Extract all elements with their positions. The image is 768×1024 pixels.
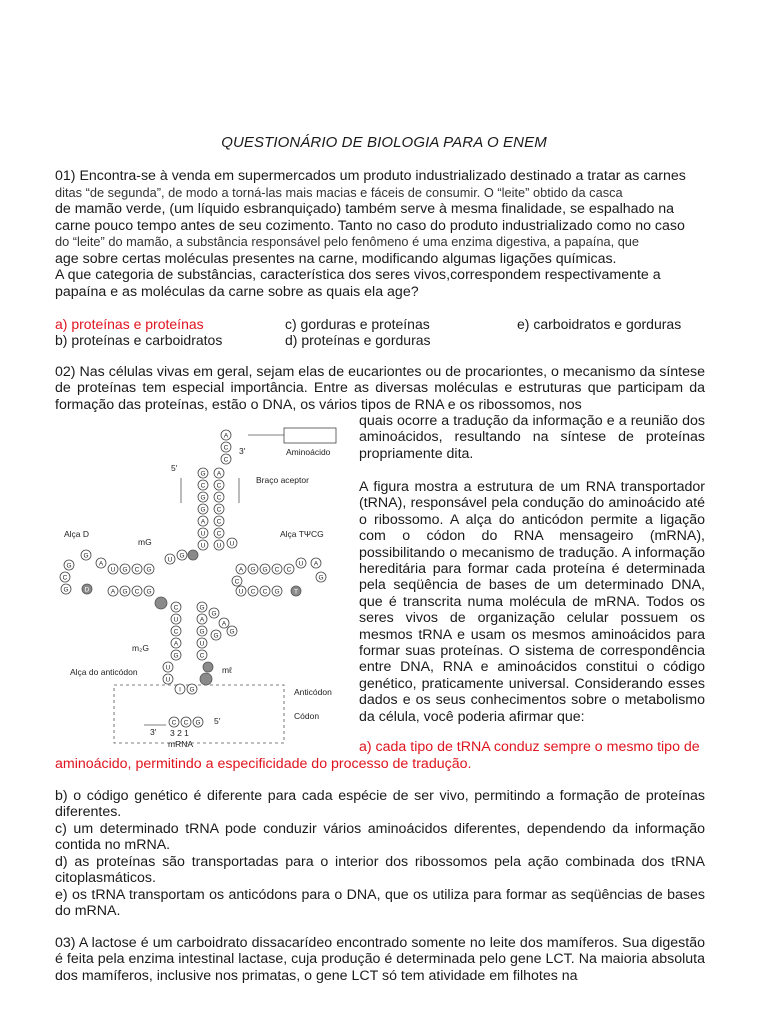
q1-line2: ditas “de segunda”, de modo a torná-las mais macias e fáceis de consumir. O “leite” obtido da casca xyxy=(55,184,623,200)
svg-text:G: G xyxy=(195,719,201,727)
label-mi: mℓ xyxy=(222,665,232,675)
svg-text:C: C xyxy=(286,566,292,574)
svg-text:G: G xyxy=(200,470,206,478)
svg-text:G: G xyxy=(63,586,69,594)
svg-text:C: C xyxy=(173,604,179,612)
svg-text:G: G xyxy=(229,628,235,636)
svg-text:I: I xyxy=(179,686,181,694)
svg-text:G: G xyxy=(318,574,324,582)
label-321: 3 2 1 xyxy=(170,728,189,738)
svg-text:A: A xyxy=(199,616,205,624)
svg-text:U: U xyxy=(110,566,116,574)
svg-text:A: A xyxy=(173,640,179,648)
svg-text:G: G xyxy=(274,588,280,596)
svg-text:A: A xyxy=(216,470,222,478)
svg-text:A: A xyxy=(313,560,319,568)
q2-right-text-1: quais ocorre a tradução da informação e a reunião dos aminoácidos, resultando na síntese de proteínas propriamente dita. xyxy=(359,413,705,462)
svg-text:U: U xyxy=(165,676,171,684)
svg-text:G: G xyxy=(173,652,179,660)
q1-line5: do “leite” do mamão, a substância responsável pelo fenômeno é uma enzima digestiva, a papaína, que xyxy=(55,234,640,249)
svg-text:G: G xyxy=(66,562,72,570)
svg-text:T: T xyxy=(294,588,298,596)
svg-text:G: G xyxy=(83,552,89,560)
svg-text:A: A xyxy=(223,432,229,440)
label-5prime-codon: 5′ xyxy=(214,716,221,726)
svg-text:G: G xyxy=(211,610,217,618)
svg-text:C: C xyxy=(216,518,222,526)
q2-option-a-end: aminoácido, permitindo a especificidade do processo de tradução. xyxy=(55,756,472,772)
q1-option-b: b) proteínas e carboidratos xyxy=(55,332,223,348)
svg-text:G: G xyxy=(199,628,205,636)
svg-text:C: C xyxy=(199,652,205,660)
label-3prime-codon: 3′ xyxy=(150,727,157,737)
label-aminoacido: Aminoácido xyxy=(286,447,331,457)
q1-line3: de mamão verde, (um líquido esbranquiçado) também serve à mesma finalidade, se espalhado na xyxy=(55,201,675,217)
trna-diagram xyxy=(56,423,356,755)
svg-text:C: C xyxy=(216,506,222,514)
label-codon: Códon xyxy=(294,711,320,721)
svg-text:U: U xyxy=(200,530,206,538)
svg-text:C: C xyxy=(134,588,140,596)
svg-text:U: U xyxy=(173,616,179,624)
svg-text:U: U xyxy=(165,664,171,672)
svg-text:C: C xyxy=(216,530,222,538)
q1-line8: papaína e as moléculas da carne sobre as quais ela age? xyxy=(55,283,419,300)
svg-text:A: A xyxy=(221,620,227,628)
label-m2g: m₂G xyxy=(132,643,149,653)
svg-text:G: G xyxy=(146,588,152,596)
svg-text:G: G xyxy=(250,566,256,574)
label-anticodon: Anticódon xyxy=(294,687,332,697)
svg-text:G: G xyxy=(262,566,268,574)
svg-text:A: A xyxy=(238,566,244,574)
svg-text:C: C xyxy=(216,494,222,502)
q1-line7: A que categoria de substâncias, característica dos seres vivos,correspondem respectivamente a xyxy=(55,267,661,283)
page-title: QUESTIONÁRIO DE BIOLOGIA PARA O ENEM xyxy=(221,134,547,151)
svg-text:G: G xyxy=(213,632,219,640)
svg-text:C: C xyxy=(216,482,222,490)
q2-option-a-start: a) cada tipo de tRNA conduz sempre o mesmo tipo de xyxy=(359,739,700,755)
svg-text:D: D xyxy=(84,586,90,594)
svg-text:A: A xyxy=(110,588,116,596)
svg-text:C: C xyxy=(262,588,268,596)
svg-text:G: G xyxy=(200,494,206,502)
svg-text:C: C xyxy=(134,566,140,574)
svg-text:U: U xyxy=(238,588,244,596)
q1-line1: 01) Encontra-se à venda em supermercados um produto industrializado destinado a tratar as carnes xyxy=(55,168,686,184)
q2-option-c: c) um determinado tRNA pode conduzir vários aminoácidos diferentes, dependendo da informação contida no mRNA. xyxy=(55,821,705,854)
q1-line6: age sobre certas moléculas presentes na carne, modificando algumas ligações químicas. xyxy=(55,250,617,267)
svg-text:U: U xyxy=(216,542,222,550)
q2-intro: 02) Nas células vivas em geral, sejam elas de eucariontes ou de procariontes, o mecanismo da síntese de proteínas tem especial importância. Entre as diversas moléculas e estruturas que participam da formação das proteínas, estão o DNA, os vários tipos de RNA e os ribossomos, nos xyxy=(55,364,705,413)
label-alca-anticodon: Alça do anticódon xyxy=(70,667,138,677)
label-alca-d: Alça D xyxy=(64,529,90,539)
svg-text:C: C xyxy=(173,628,179,636)
label-5prime-top: 5′ xyxy=(171,463,178,473)
svg-text:U: U xyxy=(298,560,304,568)
svg-text:G: G xyxy=(199,604,205,612)
svg-text:C: C xyxy=(223,456,229,464)
svg-text:C: C xyxy=(200,482,206,490)
svg-text:A: A xyxy=(98,560,104,568)
svg-text:C: C xyxy=(223,444,229,452)
q1-option-c: c) gorduras e proteínas xyxy=(285,316,430,332)
trna-figure xyxy=(56,423,356,755)
svg-text:G: G xyxy=(146,566,152,574)
q2-option-e: e) os tRNA transportam os anticódons para o DNA, que os utiliza para formar as seqüências de bases do mRNA. xyxy=(55,887,705,920)
question-1-text xyxy=(55,168,705,300)
svg-text:G: G xyxy=(189,686,195,694)
svg-text:G: G xyxy=(179,552,185,560)
svg-text:C: C xyxy=(250,588,256,596)
svg-text:U: U xyxy=(200,542,206,550)
svg-text:C: C xyxy=(234,578,240,586)
q1-option-a: a) proteínas e proteínas xyxy=(55,316,204,332)
q2-right-text-2: A figura mostra a estrutura de um RNA transportador (tRNA), responsável pela condução do aminoácido até o ribossomo. A alça do anticódon permite a ligação com o códon do RNA mensageiro (mRNA), possibilitando o mecanismo de tradução. A informação hereditária para formar cada proteína é determinada pela seqüência de bases de um determinado DNA, que é transcrita numa molécula de mRNA. Todos os seres vivos de organização celular possuem os mesmos tRNA e usam os mesmos aminoácidos para formar suas proteínas. O sistema de correspondência entre DNA, RNA e aminoácidos constitui o código genético, praticamente universal. Considerando esses dados e os seus conhecimentos sobre o metabolismo da célula, você poderia afirmar que: xyxy=(359,479,705,725)
svg-text:C: C xyxy=(183,719,189,727)
label-mrna: mRNA xyxy=(168,739,194,749)
question-3-text: 03) A lactose é um carboidrato dissacarídeo encontrado somente no leite dos mamíferos. Sua digestão é feita pela enzima intestinal lactase, cuja produção é determinada pelo gene LCT. Na maioria absoluta dos mamíferos, inclusive nos primatas, o gene LCT só tem atividade em filhotes na xyxy=(55,935,705,984)
q2-option-b: b) o código genético é diferente para cada espécie de ser vivo, permitindo a formação de proteínas diferentes. xyxy=(55,788,705,821)
label-braco-aceptor: Braço aceptor xyxy=(256,475,309,485)
svg-text:A: A xyxy=(200,518,206,526)
q2-option-d: d) as proteínas são transportadas para o interior dos ribossomos pela ação combinada dos tRNA citoplasmáticos. xyxy=(55,854,705,887)
svg-text:C: C xyxy=(274,566,280,574)
svg-text:C: C xyxy=(171,719,177,727)
q1-line4: carne pouco tempo antes de seu cozimento. Tanto no caso do produto industrializado como no caso xyxy=(55,217,685,234)
svg-text:U: U xyxy=(199,640,205,648)
label-mg: mG xyxy=(138,537,152,547)
svg-text:C: C xyxy=(62,574,68,582)
svg-text:U: U xyxy=(229,540,235,548)
svg-text:U: U xyxy=(167,556,173,564)
svg-text:G: G xyxy=(200,506,206,514)
label-alca-tpsi: Alça TΨCG xyxy=(280,529,324,539)
label-3prime-top: 3′ xyxy=(239,446,246,456)
q1-option-d: d) proteínas e gorduras xyxy=(285,332,431,348)
q1-option-e: e) carboidratos e gorduras xyxy=(517,316,682,332)
svg-text:G: G xyxy=(122,588,128,596)
svg-text:G: G xyxy=(122,566,128,574)
